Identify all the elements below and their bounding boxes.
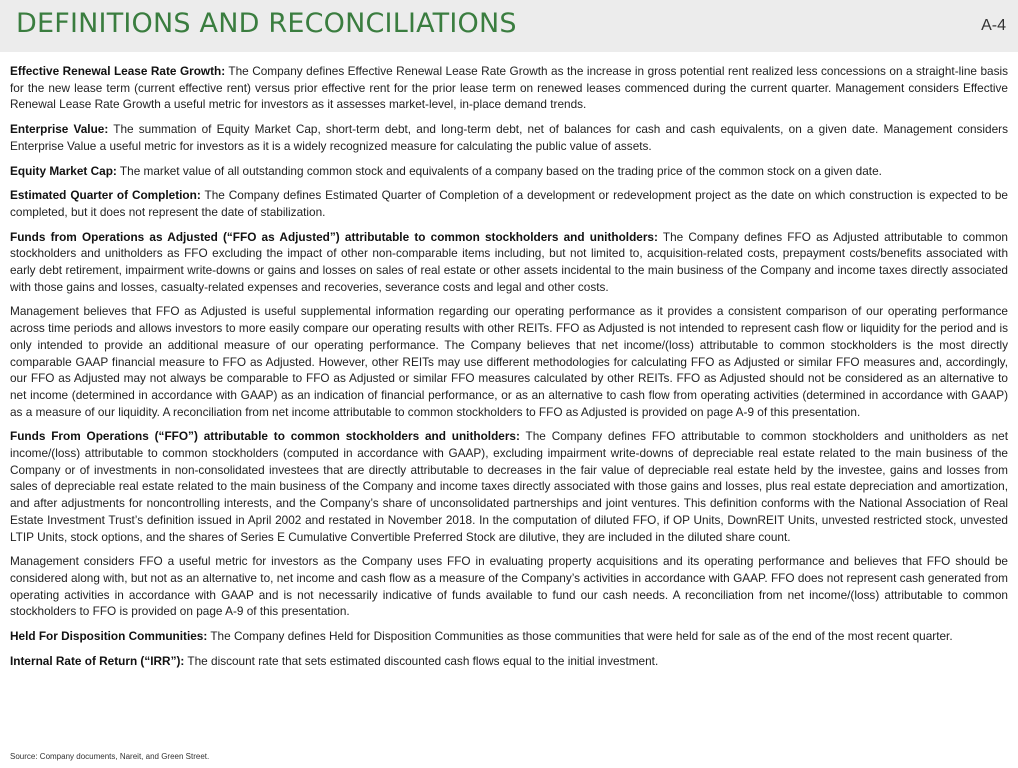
header-bar <box>0 0 1018 52</box>
page-title: DEFINITIONS AND RECONCILIATIONS <box>16 8 517 39</box>
definition-held-for-disposition-communities <box>10 628 1008 645</box>
definition-text: The summation of Equity Market Cap, short-term debt, and long-term debt, net of balances for cash and cash equivalents, on a given date. Management considers Enterprise Value a useful metric for investors as it is a widely recognized measure for calculating the public value of assets. <box>10 122 1008 153</box>
ffo-management-note <box>10 553 1008 620</box>
definition-effective-renewal-lease-rate-growth <box>10 63 1008 113</box>
definition-term: Equity Market Cap: <box>10 163 117 178</box>
definition-text: The Company defines Estimated Quarter of Completion of a development or redevelopment project as the date on which construction is expected to be completed, but it does not represent the date of stabilization. <box>10 188 1008 219</box>
definition-text: Management believes that FFO as Adjusted is useful supplemental information regarding our operating performance as it provides a consistent comparison of our operating performance across time periods and allows investors to more easily compare our operating results with other REITs. FFO as Adjusted is not intended to represent cash flow or liquidity for the period and is only intended to provide an additional measure of our operating performance. The Company believes that net income/(loss) attributable to common stockholders is the most directly comparable GAAP financial measure to FFO as Adjusted. However, other REITs may use different methodologies for calculating FFO as Adjusted or similar FFO measures and, accordingly, our FFO as Adjusted may not always be comparable to FFO as Adjusted or similar FFO measures calculated by other REITs. FFO as Adjusted should not be considered as an alternative to net income (determined in accordance with GAAP) as an indication of financial performance, or as an alternative to cash flow from operating activities (determined in accordance with GAAP) as a measure of our liquidity. A reconciliation from net income attributable to common stockholders to FFO as Adjusted is provided on page A-9 of this presentation. <box>10 304 1008 419</box>
page-number: A-4 <box>981 17 1006 34</box>
definition-estimated-quarter-of-completion <box>10 187 1008 220</box>
definition-text: The Company defines Held for Disposition Communities as those communities that were held for sale as of the end of the most recent quarter. <box>207 629 953 644</box>
definition-text: The discount rate that sets estimated discounted cash flows equal to the initial investment. <box>184 653 659 668</box>
definition-equity-market-cap <box>10 163 1008 180</box>
definition-enterprise-value <box>10 121 1008 154</box>
definition-text: The Company defines FFO as Adjusted attributable to common stockholders and unitholders as FFO excluding the impact of other non-comparable items including, but not limited to, acquisition-related costs, prepayment costs/benefits associated with early debt retirement, impairment write-downs or gains and losses on sales of real estate or other assets incidental to the main business of the Company and income taxes directly associated with those gains and losses, casualty-related expenses and recoveries, severance costs and legal and other costs. <box>10 229 1008 294</box>
definition-text: The market value of all outstanding common stock and equivalents of a company based on the trading price of the common stock on a given date. <box>116 163 882 178</box>
definition-text: The Company defines Effective Renewal Lease Rate Growth as the increase in gross potential rent realized less concessions on a straight-line basis for the new lease term (current effective rent) versus prior effective rent for the prior lease term on renewed leases commenced during the current quarter. Management considers Effective Renewal Lease Rate Growth a useful metric for investors as it assesses market-level, in-place demand trends. <box>10 64 1008 112</box>
definition-text: Management considers FFO a useful metric for investors as the Company uses FFO in evaluating property acquisitions and its operating performance and believes that FFO should be considered along with, but not as an alternative to, net income and cash flow as a measure of the Company’s activities in accordance with GAAP. FFO does not represent cash generated from operating activities in accordance with GAAP and is not necessarily indicative of funds available to fund our cash needs. A reconciliation from net income/(loss) attributable to common stockholders to FFO is provided on page A-9 of this presentation. <box>10 554 1008 619</box>
definition-text: The Company defines FFO attributable to common stockholders and unitholders as net income/(loss) attributable to common stockholders (computed in accordance with GAAP), excluding impairment write-downs of depreciable real estate related to the main business of the Company or of investments in non-consolidated investees that are directly attributable to decreases in the fair value of depreciable real estate held by the investee, gains and losses from sales of depreciable real estate related to the main business of the Company and income taxes directly associated with those gains and losses, plus real estate depreciation and amortization, and after adjustments for noncontrolling interests, and the Company’s share of unconsolidated partnerships and joint ventures. This definition conforms with the National Association of Real Estate Investment Trust’s definition issued in April 2002 and restated in November 2018. In the computation of diluted FFO, if OP Units, DownREIT Units, unvested restricted stock, unvested LTIP Units, stock options, and the shares of Series E Cumulative Convertible Preferred Stock are dilutive, they are included in the diluted share count. <box>10 429 1009 544</box>
definition-term: Estimated Quarter of Completion: <box>10 188 201 203</box>
definition-ffo-as-adjusted <box>10 229 1008 296</box>
definition-term: Effective Renewal Lease Rate Growth: <box>10 64 226 78</box>
definition-term: Funds From Operations (“FFO”) attributable to common stockholders and unitholders: <box>10 429 520 444</box>
definition-term: Internal Rate of Return (“IRR”): <box>10 653 185 668</box>
definition-internal-rate-of-return <box>10 653 1008 670</box>
definition-ffo <box>10 428 1008 545</box>
definition-term: Held For Disposition Communities: <box>10 629 208 644</box>
ffo-as-adjusted-management-note <box>10 303 1008 420</box>
definition-term: Funds from Operations as Adjusted (“FFO as Adjusted”) attributable to common stockholders and unitholders: <box>10 229 658 244</box>
definitions-body <box>10 63 1008 678</box>
definition-term: Enterprise Value: <box>10 122 109 137</box>
source-footnote: Source: Company documents, Nareit, and Green Street. <box>10 752 210 761</box>
